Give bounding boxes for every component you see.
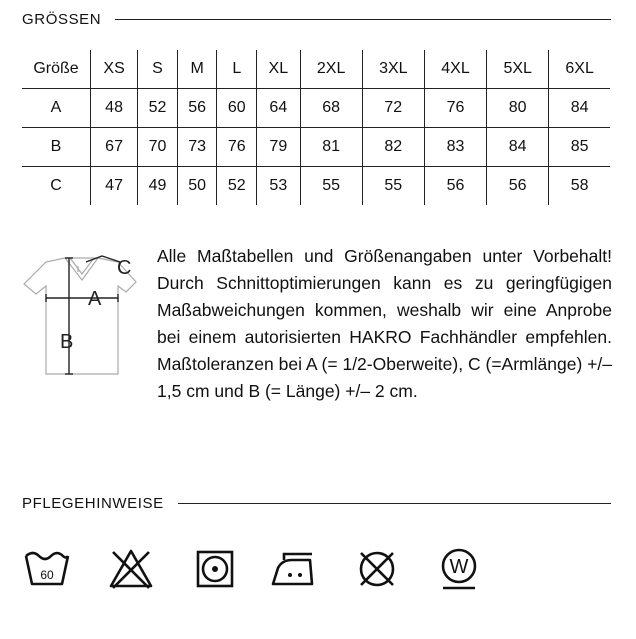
no-dry-clean-icon	[354, 548, 400, 590]
table-cell: 80	[487, 89, 549, 128]
wash-temperature: 60	[40, 568, 54, 582]
table-cell: 73	[177, 128, 217, 167]
table-cell: 84	[487, 128, 549, 167]
table-cell: 84	[549, 89, 610, 128]
table-cell: 72	[362, 89, 424, 128]
measure-lines	[46, 256, 120, 374]
table-header-cell: Größe	[33, 60, 79, 77]
table-cell: 68	[300, 89, 362, 128]
wash-60-icon	[24, 548, 70, 590]
tumble-dry-icon	[192, 548, 238, 590]
table-header-cell: 3XL	[362, 50, 424, 89]
table-cell: 56	[424, 167, 486, 206]
wet-clean-letter: W	[449, 556, 469, 578]
table-header-cell: M	[177, 50, 217, 89]
table-cell: 53	[257, 167, 300, 206]
table-cell: 85	[549, 128, 610, 167]
row-label: A	[50, 99, 62, 116]
sizes-section-heading	[22, 11, 611, 28]
label-c: C	[117, 257, 132, 279]
table-header-cell: 5XL	[487, 50, 549, 89]
table-cell: 81	[300, 128, 362, 167]
table-cell: 70	[138, 128, 178, 167]
table-header-cell: L	[217, 50, 257, 89]
heading-divider	[115, 19, 611, 20]
table-header-cell: XL	[257, 50, 300, 89]
no-bleach-icon	[108, 548, 154, 590]
row-label: B	[50, 138, 62, 155]
table-cell: 79	[257, 128, 300, 167]
table-cell: 55	[362, 167, 424, 206]
table-header-cell: 2XL	[300, 50, 362, 89]
professional-wet-clean-icon	[436, 548, 482, 590]
size-disclaimer-text: Alle Maßtabellen und Größenangaben unter Vorbehalt! Durch Schnittoptimierungen kann es zu geringfügigen Maßabweichungen kommen, weshalb wir eine Anprobe bei einem autorisierten HAKRO Fachhändler empfehlen. Maßtoleranzen bei A (= 1/2-Oberweite), C (=Armlänge) +/– 1,5 cm und B (= Länge) +/– 2 cm.	[157, 246, 612, 401]
table-header-cell: S	[138, 50, 178, 89]
table-header-cell: 4XL	[424, 50, 486, 89]
label-a: A	[88, 288, 102, 310]
table-cell: 50	[177, 167, 217, 206]
table-cell: 67	[91, 128, 138, 167]
table-cell: 52	[217, 167, 257, 206]
table-header-row	[22, 50, 610, 89]
table-cell: 76	[424, 89, 486, 128]
table-cell: 48	[91, 89, 138, 128]
table-cell: 55	[300, 167, 362, 206]
table-cell: 83	[424, 128, 486, 167]
label-b: B	[60, 331, 74, 353]
table-cell: 60	[217, 89, 257, 128]
table-cell: 82	[362, 128, 424, 167]
size-table	[22, 50, 610, 205]
row-label: C	[50, 177, 62, 194]
table-header-cell: 6XL	[549, 50, 610, 89]
care-section-heading	[22, 495, 611, 512]
table-cell: 56	[177, 89, 217, 128]
table-cell: 47	[91, 167, 138, 206]
table-row	[22, 89, 610, 128]
table-row	[22, 167, 610, 206]
shirt-measurement-diagram	[20, 250, 138, 380]
iron-medium-icon	[270, 548, 316, 590]
table-row	[22, 128, 610, 167]
care-heading-label: PFLEGEHINWEISE	[22, 495, 164, 512]
table-cell: 52	[138, 89, 178, 128]
table-cell: 58	[549, 167, 610, 206]
sizes-heading-label: GRÖSSEN	[22, 11, 102, 28]
table-cell: 49	[138, 167, 178, 206]
table-cell: 76	[217, 128, 257, 167]
care-symbols-row	[22, 548, 512, 590]
table-cell: 56	[487, 167, 549, 206]
table-header-cell: XS	[91, 50, 138, 89]
heading-divider	[178, 503, 611, 504]
table-cell: 64	[257, 89, 300, 128]
